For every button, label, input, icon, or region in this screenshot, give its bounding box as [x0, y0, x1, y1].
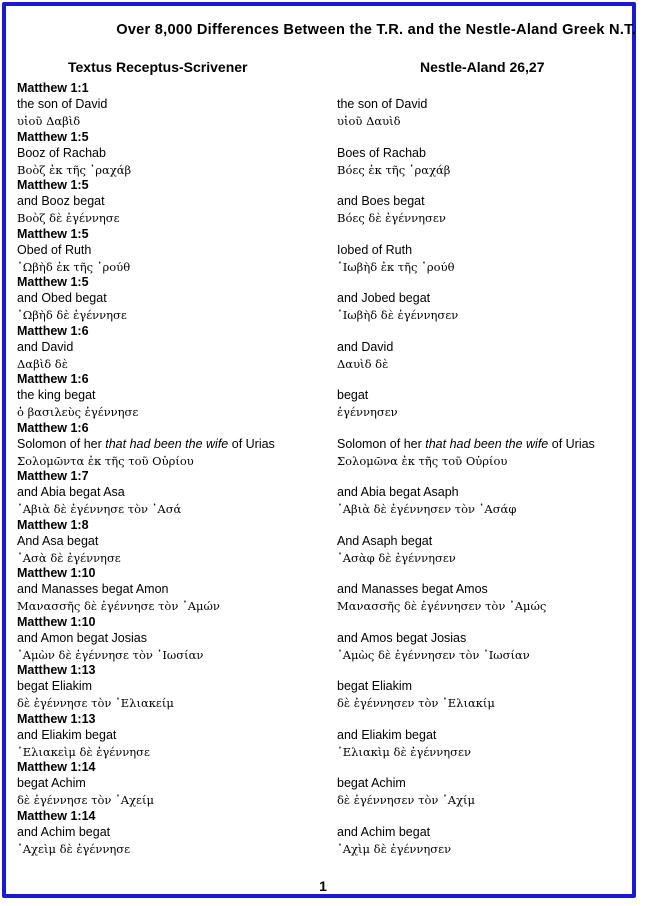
list-item	[0, 759, 640, 808]
list-item	[0, 80, 640, 129]
verse-reference: Matthew 1:13	[17, 711, 96, 726]
na-english: and Jobed begat	[337, 291, 431, 305]
list-item	[0, 226, 640, 275]
tr-greek: δὲ ἐγέννησε τὸν ᾿Αχείμ	[17, 793, 154, 807]
na-greek: Μανασσῆς δὲ ἐγέννησεν τὸν ᾿Αμώς	[337, 599, 547, 613]
na-greek: Σολομῶνα ἐκ τῆς τοῦ Οὐρίου	[337, 453, 508, 468]
verse-reference: Matthew 1:10	[17, 566, 96, 580]
tr-english-prefix: Solomon of her	[17, 436, 106, 451]
na-english: and Eliakim begat	[337, 727, 437, 742]
tr-greek: Μανασσῆς δὲ ἐγέννησε τὸν ᾿Αμών	[17, 599, 220, 613]
tr-english-italic: that had been the wife	[105, 436, 229, 451]
na-english: Boes of Rachab	[337, 145, 426, 160]
na-greek: Βόες δὲ ἐγέννησεν	[337, 211, 446, 225]
column-header-textus-receptus: Textus Receptus-Scrivener	[68, 59, 248, 75]
tr-english	[17, 436, 275, 452]
list-item	[0, 323, 640, 372]
tr-greek: ὁ βασιλεὺς ἐγέννησε	[17, 405, 139, 419]
na-english: and Amos begat Josias	[337, 630, 467, 645]
verse-reference: Matthew 1:5	[17, 275, 89, 289]
tr-english: and Eliakim begat	[17, 727, 117, 742]
list-item	[0, 711, 640, 760]
page-number: 1	[319, 878, 327, 894]
na-greek: ᾿Αβιὰ δὲ ἐγέννησεν τὸν ᾿Ασάφ	[337, 502, 517, 516]
tr-english: and Achim begat	[17, 824, 111, 839]
verse-reference: Matthew 1:13	[17, 663, 96, 677]
verse-reference: Matthew 1:5	[17, 226, 89, 241]
na-english: the son of David	[337, 97, 428, 111]
na-greek: υἱοῦ Δαυὶδ	[337, 114, 401, 128]
list-item	[0, 274, 640, 323]
na-greek: δὲ ἐγέννησεν τὸν ᾿Ελιακίμ	[337, 696, 495, 710]
list-item	[0, 517, 640, 566]
column-header-nestle-aland: Nestle-Aland 26,27	[420, 59, 545, 75]
tr-english: begat Achim	[17, 776, 86, 790]
na-greek: ᾿Ιωβὴδ δὲ ἐγέννησεν	[337, 308, 459, 322]
na-english-suffix: of Urias	[548, 436, 595, 451]
verse-reference: Matthew 1:6	[17, 323, 89, 338]
list-item	[0, 177, 640, 226]
verse-reference: Matthew 1:7	[17, 469, 89, 483]
verse-reference: Matthew 1:5	[17, 178, 89, 192]
na-english: begat Achim	[337, 776, 406, 790]
verse-reference: Matthew 1:14	[17, 808, 96, 823]
na-english: begat Eliakim	[337, 679, 413, 693]
list-item	[0, 662, 640, 711]
tr-english: and Obed begat	[17, 291, 107, 305]
na-english: and Manasses begat Amos	[337, 582, 488, 596]
na-english: And Asaph begat	[337, 533, 433, 548]
na-english: and David	[337, 339, 394, 354]
tr-english: and Manasses begat Amon	[17, 582, 169, 596]
verse-reference: Matthew 1:6	[17, 420, 89, 435]
tr-greek: ᾿Ωβὴδ ἐκ τῆς ῾ρούθ	[17, 259, 131, 274]
tr-greek: Σολομῶντα ἐκ τῆς τοῦ Οὐρίου	[17, 453, 194, 468]
na-greek: ᾿Ελιακὶμ δὲ ἐγέννησεν	[337, 744, 471, 759]
tr-greek: Βοὸζ ἐκ τῆς ῾ραχάβ	[17, 162, 132, 177]
tr-english: the king begat	[17, 388, 96, 402]
na-english-prefix: Solomon of her	[337, 436, 426, 451]
list-item	[0, 808, 640, 857]
verse-reference: Matthew 1:1	[17, 81, 89, 95]
na-greek: Δαυὶδ δὲ	[337, 356, 389, 371]
verse-reference: Matthew 1:8	[17, 517, 89, 532]
list-item	[0, 565, 640, 614]
na-greek: ᾿Αχὶμ δὲ ἐγέννησεν	[337, 841, 452, 856]
tr-english: and Abia begat Asa	[17, 485, 125, 499]
na-greek: ᾿Ασὰφ δὲ ἐγέννησεν	[337, 550, 456, 565]
na-english: and Achim begat	[337, 824, 431, 839]
tr-greek: ᾿Ελιακεὶμ δὲ ἐγέννησε	[17, 744, 150, 759]
na-english	[337, 436, 595, 452]
comparison-list	[0, 80, 640, 856]
list-item	[0, 614, 640, 663]
na-greek: δὲ ἐγέννησεν τὸν ᾿Αχίμ	[337, 793, 476, 807]
tr-english-suffix: of Urias	[228, 436, 275, 451]
na-english: and Boes begat	[337, 194, 425, 208]
na-greek: Βόες ἐκ τῆς ῾ραχάβ	[337, 162, 451, 177]
tr-english: the son of David	[17, 97, 108, 111]
verse-reference: Matthew 1:10	[17, 614, 96, 629]
list-item	[0, 468, 640, 517]
tr-greek: ᾿Ασὰ δὲ ἐγέννησε	[17, 550, 121, 565]
verse-reference: Matthew 1:14	[17, 760, 96, 774]
tr-english: begat Eliakim	[17, 679, 93, 693]
tr-english: and David	[17, 339, 74, 354]
tr-greek: ᾿Ωβὴδ δὲ ἐγέννησε	[17, 308, 127, 322]
na-greek: ᾿Αμὼς δὲ ἐγέννησεν τὸν ᾿Ιωσίαν	[337, 647, 530, 662]
tr-english: and Amon begat Josias	[17, 630, 147, 645]
tr-greek: ᾿Αμὼν δὲ ἐγέννησε τὸν ᾿Ιωσίαν	[17, 647, 204, 662]
tr-greek: Βοὸζ δὲ ἐγέννησε	[17, 211, 120, 225]
tr-english: and Booz begat	[17, 194, 105, 208]
tr-english: Booz of Rachab	[17, 145, 106, 160]
page-title: Over 8,000 Differences Between the T.R. and the Nestle-Aland Greek N.T.	[116, 22, 636, 38]
tr-greek: υἱοῦ Δαβὶδ	[17, 114, 81, 128]
tr-english: Obed of Ruth	[17, 242, 92, 257]
na-greek: ᾿Ιωβὴδ ἐκ τῆς ῾ρούθ	[337, 259, 455, 274]
tr-english: And Asa begat	[17, 533, 99, 548]
na-english: and Abia begat Asaph	[337, 485, 459, 499]
verse-reference: Matthew 1:6	[17, 372, 89, 386]
na-english-italic: that had been the wife	[425, 436, 549, 451]
na-english: Iobed of Ruth	[337, 242, 413, 257]
list-item	[0, 420, 640, 469]
list-item	[0, 371, 640, 420]
tr-greek: Δαβὶδ δὲ	[17, 356, 68, 371]
tr-greek: δὲ ἐγέννησε τὸν ᾿Ελιακείμ	[17, 696, 174, 710]
tr-greek: ᾿Αχεὶμ δὲ ἐγέννησε	[17, 841, 131, 856]
list-item	[0, 129, 640, 178]
na-english: begat	[337, 388, 369, 402]
na-greek: ἐγέννησεν	[337, 405, 398, 419]
verse-reference: Matthew 1:5	[17, 129, 89, 144]
tr-greek: ᾿Αβιὰ δὲ ἐγέννησε τὸν ᾿Ασά	[17, 502, 182, 516]
